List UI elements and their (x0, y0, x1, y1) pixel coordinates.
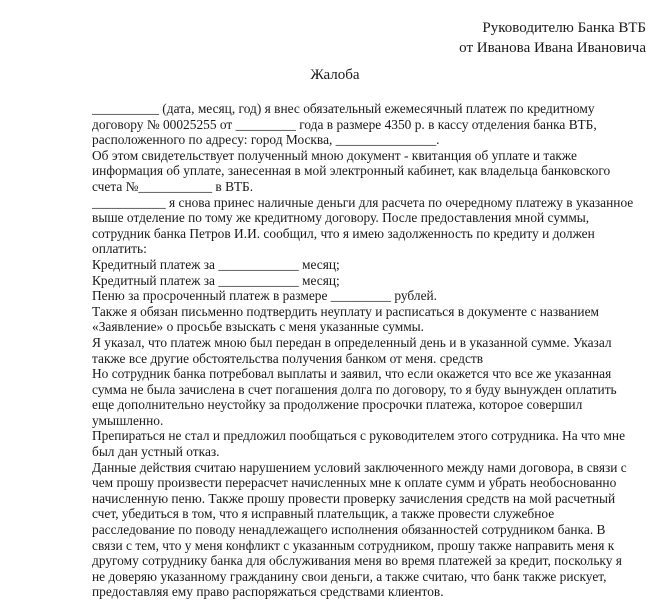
body-line: счета №___________ в ВТБ. (92, 178, 254, 194)
body-line: был дан устный отказ. (92, 444, 220, 460)
addressee-block (459, 18, 646, 58)
body-line: расследование по поводу ненадлежащего исполнения обязанностей сотрудником банка. В (92, 522, 606, 538)
body-line: чем прошу произвести перерасчет начисленных мне к оплате сумм и убрать необоснованно (92, 475, 617, 491)
body-line: выше отделение по тому же кредитному договору. После предоставления мной суммы, (92, 210, 590, 226)
body-line: информация об уплате, занесенная в мой электронный кабинет, как владельца банковского (92, 163, 611, 179)
body-line: сумма не была зачислена в счет погашения долга по договору, то я буду вынужден оплатить (92, 381, 617, 397)
body-line: расположенного по адресу: город Москва, _______________. (92, 132, 440, 148)
sender-line: от Иванова Ивана Ивановича (459, 40, 646, 56)
body-line: Я указал, что платеж мною был передан в определенный день и в указанной сумме. Указал (92, 334, 612, 350)
body-line: умышленно. (92, 412, 164, 428)
body-line: оплатить: (92, 241, 147, 257)
body-line: связи с тем, что у меня конфликт с указанным сотрудником, прошу также направить меня к (92, 537, 615, 553)
body-line: начисленную пеню. Также прошу провести проверку зачисления средств на мой расчетный (92, 490, 616, 506)
body-line: еще дополнительно неустойку за продолжение просрочки платежа, которое совершил (92, 397, 583, 413)
body-line: ___________ я снова принес наличные деньги для расчета по очередному платежу в указанное (92, 194, 634, 210)
body-line: другому сотруднику банка для обслуживания меня во время платежей за кредит, поскольку я (92, 553, 622, 569)
body-line: сотрудник банка Петров И.И. сообщил, что я имею задолженность по кредиту и должен (92, 225, 595, 241)
document-title: Жалоба (310, 67, 360, 83)
body-line: счет, убедиться в том, что я исправный плательщик, а также провести служебное (92, 506, 555, 522)
body-line: Но сотрудник банка потребовал выплаты и заявил, что если окажется что все же указанная (92, 366, 612, 382)
body-line: __________ (дата, месяц, год) я внес обязательный ежемесячный платеж по кредитному (92, 101, 595, 116)
body-line: Кредитный платеж за ____________ месяц; (92, 256, 340, 272)
body-line: Также я обязан письменно подтвердить неуплату и расписаться в документе с названием (92, 303, 599, 319)
complaint-body (92, 101, 646, 600)
body-line: не доверяю указанному гражданину свои деньги, а также считаю, что банк также рискует, (92, 568, 607, 584)
body-line: договору № 00025255 от _________ года в размере 4350 р. в кассу отделения банка ВТБ, (92, 116, 597, 132)
body-line: «Заявление» о просьбе взыскать с меня указанные суммы. (92, 319, 425, 335)
body-line: предоставляя ему право распоряжаться средствами клиентов. (92, 584, 444, 600)
body-line: Кредитный платеж за ____________ месяц; (92, 272, 340, 288)
body-line: Пеню за просроченный платеж в размере _________ рублей. (92, 288, 438, 304)
body-line: Препираться не стал и предложил пообщаться с руководителем этого сотрудника. На что мне (92, 428, 626, 444)
body-line: также все другие обстоятельства получения банком от меня. средств (92, 350, 484, 366)
recipient-line: Руководителю Банка ВТБ (482, 20, 646, 36)
body-line: Об этом свидетельствует полученный мною документ - квитанция об уплате и также (92, 147, 577, 163)
body-line: Данные действия считаю нарушением условий заключенного между нами договора, в связи с (92, 459, 627, 475)
